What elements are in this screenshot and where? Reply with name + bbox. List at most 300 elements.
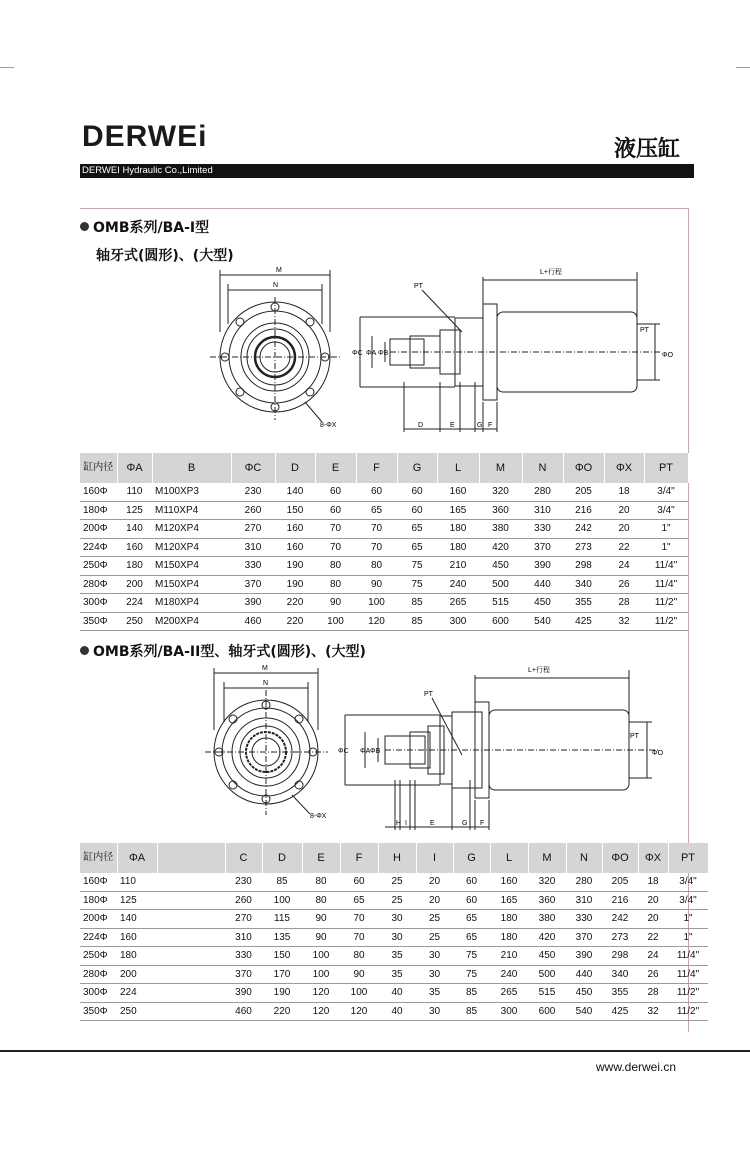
table-cell: 190 <box>262 984 302 1003</box>
column-header: PT <box>644 453 688 483</box>
table-cell: 515 <box>479 594 522 613</box>
table-cell: 298 <box>602 947 638 966</box>
table-cell: 350Φ <box>80 1002 117 1021</box>
table-cell: M110XP4 <box>152 501 231 520</box>
table-cell: 540 <box>566 1002 602 1021</box>
dim-M: M <box>262 665 268 672</box>
table-cell: 3/4" <box>668 873 708 891</box>
column-header: PT <box>668 843 708 873</box>
table-cell: 20 <box>604 520 644 539</box>
table-cell: 65 <box>340 891 378 910</box>
table-cell: 100 <box>356 594 397 613</box>
table-row <box>80 965 708 984</box>
table-cell <box>157 928 225 947</box>
dim-C: ΦC <box>338 748 349 755</box>
table-cell: 65 <box>453 928 490 947</box>
table-cell: 180Φ <box>80 501 117 520</box>
table-cell: 250Φ <box>80 557 117 576</box>
dim-H: H <box>396 820 402 827</box>
table-row <box>80 501 688 520</box>
table-cell: 500 <box>528 965 566 984</box>
table-cell: M180XP4 <box>152 594 231 613</box>
table-cell: 160 <box>117 928 157 947</box>
table-cell: 65 <box>453 910 490 929</box>
table-cell: 90 <box>302 928 340 947</box>
table-cell: M120XP4 <box>152 520 231 539</box>
table-cell: 120 <box>340 1002 378 1021</box>
table-cell: 90 <box>356 575 397 594</box>
column-header: ΦO <box>602 843 638 873</box>
table-row <box>80 984 708 1003</box>
table-cell: 180 <box>490 910 528 929</box>
table-cell: 75 <box>397 575 437 594</box>
table-cell: 65 <box>397 538 437 557</box>
table-cell: 90 <box>315 594 356 613</box>
table-cell: 210 <box>437 557 479 576</box>
table-cell: 32 <box>638 1002 668 1021</box>
column-header: F <box>356 453 397 483</box>
table-cell: 450 <box>522 594 563 613</box>
table-cell: 25 <box>416 928 453 947</box>
table-cell: 85 <box>262 873 302 891</box>
table-cell: 370 <box>566 928 602 947</box>
table-cell: 60 <box>315 501 356 520</box>
table-cell: 65 <box>397 520 437 539</box>
column-header: L <box>490 843 528 873</box>
table-cell: 450 <box>566 984 602 1003</box>
column-header: ΦO <box>563 453 604 483</box>
table-cell: 170 <box>262 965 302 984</box>
table-cell: 330 <box>566 910 602 929</box>
dim-N: N <box>263 680 269 687</box>
table-cell: 3/4" <box>644 483 688 501</box>
table-cell: 30 <box>378 928 416 947</box>
table-cell: 230 <box>231 483 275 501</box>
table-cell: 80 <box>315 575 356 594</box>
table-cell: 20 <box>416 873 453 891</box>
table-cell: 224 <box>117 594 152 613</box>
table-cell: 60 <box>315 483 356 501</box>
table-cell: 220 <box>275 594 315 613</box>
table-cell: 180 <box>490 928 528 947</box>
table-cell: 515 <box>528 984 566 1003</box>
table-cell: 242 <box>563 520 604 539</box>
table-cell: 500 <box>479 575 522 594</box>
table-cell: 265 <box>437 594 479 613</box>
table-cell: 160Φ <box>80 873 117 891</box>
table-cell: 380 <box>479 520 522 539</box>
table-cell: 150 <box>275 501 315 520</box>
dim-A: ΦA <box>366 350 377 357</box>
table-cell: 280 <box>522 483 563 501</box>
table-cell: 100 <box>315 612 356 631</box>
column-header: I <box>416 843 453 873</box>
table-cell: 30 <box>416 947 453 966</box>
label-PT-left: PT <box>414 283 423 290</box>
table-cell: 320 <box>528 873 566 891</box>
table-cell: 370 <box>522 538 563 557</box>
spec-table-2 <box>80 843 709 1021</box>
column-header: B <box>152 453 231 483</box>
column-header: G <box>453 843 490 873</box>
company-logo: DERWEi <box>82 120 208 153</box>
table-cell: 224Φ <box>80 928 117 947</box>
table-cell: 340 <box>563 575 604 594</box>
label-PT-left: PT <box>424 691 433 698</box>
table-cell: 240 <box>437 575 479 594</box>
table-cell: 24 <box>604 557 644 576</box>
table-cell: 18 <box>638 873 668 891</box>
bullet-icon <box>80 222 89 231</box>
label-stroke: L+行程 <box>540 269 562 276</box>
table-cell <box>157 1002 225 1021</box>
table-row <box>80 594 688 613</box>
dim-A: ΦA <box>360 748 371 755</box>
column-header: ΦC <box>231 453 275 483</box>
table-cell: 200 <box>117 575 152 594</box>
bullet-icon <box>80 646 89 655</box>
table-cell: 298 <box>563 557 604 576</box>
table-cell: 140 <box>117 520 152 539</box>
column-header: D <box>262 843 302 873</box>
table-cell: 1" <box>668 910 708 929</box>
table-cell: 190 <box>275 557 315 576</box>
table-cell: 11/4" <box>668 947 708 966</box>
table-cell: 216 <box>602 891 638 910</box>
table-cell: 390 <box>566 947 602 966</box>
table-cell: 260 <box>225 891 262 910</box>
table-cell: 165 <box>490 891 528 910</box>
column-header: 缸内径 <box>80 843 117 873</box>
table-cell: 224Φ <box>80 538 117 557</box>
table-cell: 40 <box>378 984 416 1003</box>
table-row <box>80 928 708 947</box>
table-cell: 540 <box>522 612 563 631</box>
table-cell: 135 <box>262 928 302 947</box>
table-cell: 600 <box>479 612 522 631</box>
table-cell: 390 <box>225 984 262 1003</box>
table-cell: 115 <box>262 910 302 929</box>
table-cell: 1" <box>644 538 688 557</box>
table-cell: 390 <box>231 594 275 613</box>
table-cell: 35 <box>416 984 453 1003</box>
table-cell: 11/2" <box>644 612 688 631</box>
table-cell: 380 <box>528 910 566 929</box>
table-cell: 3/4" <box>668 891 708 910</box>
table-cell: M150XP4 <box>152 575 231 594</box>
table-cell: 165 <box>437 501 479 520</box>
table-row <box>80 1002 708 1021</box>
table-cell: 70 <box>315 538 356 557</box>
dim-holes: 8-ΦX <box>310 813 327 820</box>
table-cell: 180 <box>437 520 479 539</box>
table-cell: 25 <box>378 873 416 891</box>
table-cell: 280Φ <box>80 575 117 594</box>
table-cell: 200Φ <box>80 910 117 929</box>
column-header: N <box>522 453 563 483</box>
table-cell: 224 <box>117 984 157 1003</box>
table-cell: 60 <box>453 873 490 891</box>
table-cell: 220 <box>275 612 315 631</box>
section2-title-text: OMB系列/BA-II型、轴牙式(圆形)、(大型) <box>93 644 366 660</box>
table-cell: 35 <box>378 947 416 966</box>
table-cell: 85 <box>453 984 490 1003</box>
crop-mark <box>0 67 14 68</box>
table-cell: 270 <box>231 520 275 539</box>
table-row <box>80 947 708 966</box>
table-cell: 80 <box>315 557 356 576</box>
table-cell: 70 <box>356 538 397 557</box>
table-cell: 360 <box>479 501 522 520</box>
table-row <box>80 538 688 557</box>
table-cell: 90 <box>340 965 378 984</box>
table-cell: 160 <box>117 538 152 557</box>
column-header: F <box>340 843 378 873</box>
table-cell: 250 <box>117 1002 157 1021</box>
table-cell: 300Φ <box>80 984 117 1003</box>
table-cell: 70 <box>340 910 378 929</box>
spec-table-1 <box>80 453 689 631</box>
table-cell: 250 <box>117 612 152 631</box>
table-cell: 22 <box>638 928 668 947</box>
table-cell: 216 <box>563 501 604 520</box>
table-cell: 11/4" <box>644 557 688 576</box>
table-cell: 600 <box>528 1002 566 1021</box>
column-header: C <box>225 843 262 873</box>
table-cell: 160Φ <box>80 483 117 501</box>
column-header: D <box>275 453 315 483</box>
table-cell: 300Φ <box>80 594 117 613</box>
table-cell: 350Φ <box>80 612 117 631</box>
table-cell <box>157 873 225 891</box>
table-cell: M120XP4 <box>152 538 231 557</box>
dim-I: I <box>405 820 407 827</box>
table-cell: 280 <box>566 873 602 891</box>
dim-B: ΦB <box>378 350 389 357</box>
dim-G: G <box>477 422 483 429</box>
table-cell: 300 <box>490 1002 528 1021</box>
table-cell: 230 <box>225 873 262 891</box>
page-title: 液压缸 <box>614 137 681 162</box>
table-cell: 60 <box>397 483 437 501</box>
table-cell: 140 <box>117 910 157 929</box>
dim-G: G <box>462 820 468 827</box>
table-cell: 310 <box>522 501 563 520</box>
table-cell: 160 <box>275 520 315 539</box>
table-row <box>80 873 708 891</box>
dim-D: D <box>418 422 424 429</box>
section1-subtitle: 轴牙式(圆形)、(大型) <box>96 248 234 264</box>
table-cell: 120 <box>302 984 340 1003</box>
table-cell: 265 <box>490 984 528 1003</box>
table-cell <box>157 910 225 929</box>
table-cell: 330 <box>522 520 563 539</box>
table-row <box>80 891 708 910</box>
table-cell: 11/4" <box>668 965 708 984</box>
table-cell: 85 <box>397 594 437 613</box>
table-cell: 75 <box>453 965 490 984</box>
table-cell: 32 <box>604 612 644 631</box>
table-cell: 80 <box>302 873 340 891</box>
section1-title-text: OMB系列/BA-I型 <box>93 220 210 236</box>
table-cell: 11/2" <box>668 1002 708 1021</box>
table-cell: 180 <box>117 557 152 576</box>
table-cell: 390 <box>522 557 563 576</box>
section2-title <box>80 641 366 661</box>
table-cell: 242 <box>602 910 638 929</box>
table-cell: 310 <box>231 538 275 557</box>
column-header: E <box>302 843 340 873</box>
table-cell <box>157 984 225 1003</box>
table-cell: 60 <box>340 873 378 891</box>
column-header: ΦA <box>117 453 152 483</box>
table-cell: 340 <box>602 965 638 984</box>
table-cell: 300 <box>437 612 479 631</box>
table-cell: 205 <box>563 483 604 501</box>
table-cell: 20 <box>604 501 644 520</box>
table-cell: 26 <box>638 965 668 984</box>
dim-C: ΦC <box>352 350 363 357</box>
table-cell: 180Φ <box>80 891 117 910</box>
table-cell: 100 <box>302 947 340 966</box>
table-cell: 30 <box>416 1002 453 1021</box>
table-cell: 273 <box>602 928 638 947</box>
column-header: N <box>566 843 602 873</box>
label-PT-right: PT <box>640 327 649 334</box>
dim-F: F <box>480 820 485 827</box>
table-cell: 330 <box>225 947 262 966</box>
table-cell: 75 <box>397 557 437 576</box>
table-cell: 65 <box>356 501 397 520</box>
table-cell: 80 <box>356 557 397 576</box>
column-header: H <box>378 843 416 873</box>
table-cell: 70 <box>356 520 397 539</box>
table-cell: 355 <box>563 594 604 613</box>
table-cell: 150 <box>262 947 302 966</box>
section1-drawing <box>200 262 674 437</box>
table-cell: 125 <box>117 891 157 910</box>
dim-M: M <box>276 267 282 274</box>
table-cell: 320 <box>479 483 522 501</box>
table-cell: 205 <box>602 873 638 891</box>
table-cell: 280Φ <box>80 965 117 984</box>
table-row <box>80 612 688 631</box>
table-cell <box>157 947 225 966</box>
table-cell: 140 <box>275 483 315 501</box>
table-cell: 1" <box>644 520 688 539</box>
dim-N: N <box>273 282 279 289</box>
column-header: 缸内径 <box>80 453 117 483</box>
table-cell: 28 <box>604 594 644 613</box>
column-header: M <box>479 453 522 483</box>
table-cell: 460 <box>231 612 275 631</box>
table-cell: 60 <box>453 891 490 910</box>
table-cell: 85 <box>453 1002 490 1021</box>
table-cell: M100XP3 <box>152 483 231 501</box>
table-cell: 420 <box>528 928 566 947</box>
column-header: ΦX <box>604 453 644 483</box>
table-cell: 180 <box>117 947 157 966</box>
table-cell: 11/4" <box>644 575 688 594</box>
dim-E: E <box>450 422 455 429</box>
table-cell: 30 <box>378 910 416 929</box>
table-row <box>80 910 708 929</box>
table-cell: 120 <box>302 1002 340 1021</box>
column-header: E <box>315 453 356 483</box>
table-cell: 370 <box>225 965 262 984</box>
table-cell: 25 <box>378 891 416 910</box>
table-cell: 355 <box>602 984 638 1003</box>
column-header: L <box>437 453 479 483</box>
table-cell: 425 <box>602 1002 638 1021</box>
table-cell: 25 <box>416 910 453 929</box>
table-cell: 3/4" <box>644 501 688 520</box>
section1-title <box>80 217 209 237</box>
table-cell: 110 <box>117 873 157 891</box>
table-cell: 200Φ <box>80 520 117 539</box>
section2-drawing <box>200 660 670 835</box>
table-cell: 80 <box>340 947 378 966</box>
dim-O: ΦO <box>652 750 664 757</box>
table-cell: 40 <box>378 1002 416 1021</box>
column-header: M <box>528 843 566 873</box>
website-url: www.derwei.cn <box>596 1060 677 1074</box>
table-cell: M200XP4 <box>152 612 231 631</box>
column-header: G <box>397 453 437 483</box>
table-cell: 35 <box>378 965 416 984</box>
table-cell: 220 <box>262 1002 302 1021</box>
table-cell: 440 <box>566 965 602 984</box>
table-cell: 420 <box>479 538 522 557</box>
table-cell: 75 <box>453 947 490 966</box>
table-cell: 370 <box>231 575 275 594</box>
table-cell: 160 <box>275 538 315 557</box>
dim-O: ΦO <box>662 352 674 359</box>
table-cell: M150XP4 <box>152 557 231 576</box>
table-cell: 22 <box>604 538 644 557</box>
table-cell: 85 <box>397 612 437 631</box>
table-cell: 360 <box>528 891 566 910</box>
table-cell: 160 <box>490 873 528 891</box>
table-cell: 310 <box>566 891 602 910</box>
table-cell: 120 <box>356 612 397 631</box>
footer-rule <box>0 1050 750 1052</box>
table-cell: 450 <box>528 947 566 966</box>
table-cell: 460 <box>225 1002 262 1021</box>
table-cell: 11/2" <box>668 984 708 1003</box>
table-cell: 180 <box>437 538 479 557</box>
table-cell: 450 <box>479 557 522 576</box>
dim-F: F <box>488 422 493 429</box>
table-row <box>80 575 688 594</box>
company-bar <box>80 164 694 178</box>
dim-holes: 8-ΦX <box>320 422 337 429</box>
table-cell: 425 <box>563 612 604 631</box>
label-PT-right: PT <box>630 733 639 740</box>
table-cell: 250Φ <box>80 947 117 966</box>
label-stroke: L+行程 <box>528 667 550 674</box>
table-cell: 260 <box>231 501 275 520</box>
table-cell: 100 <box>302 965 340 984</box>
table-cell: 440 <box>522 575 563 594</box>
table-cell: 210 <box>490 947 528 966</box>
column-header: ΦA <box>117 843 157 873</box>
table-cell: 240 <box>490 965 528 984</box>
column-header <box>157 843 225 873</box>
table-cell <box>157 891 225 910</box>
table-cell: 110 <box>117 483 152 501</box>
table-cell: 330 <box>231 557 275 576</box>
